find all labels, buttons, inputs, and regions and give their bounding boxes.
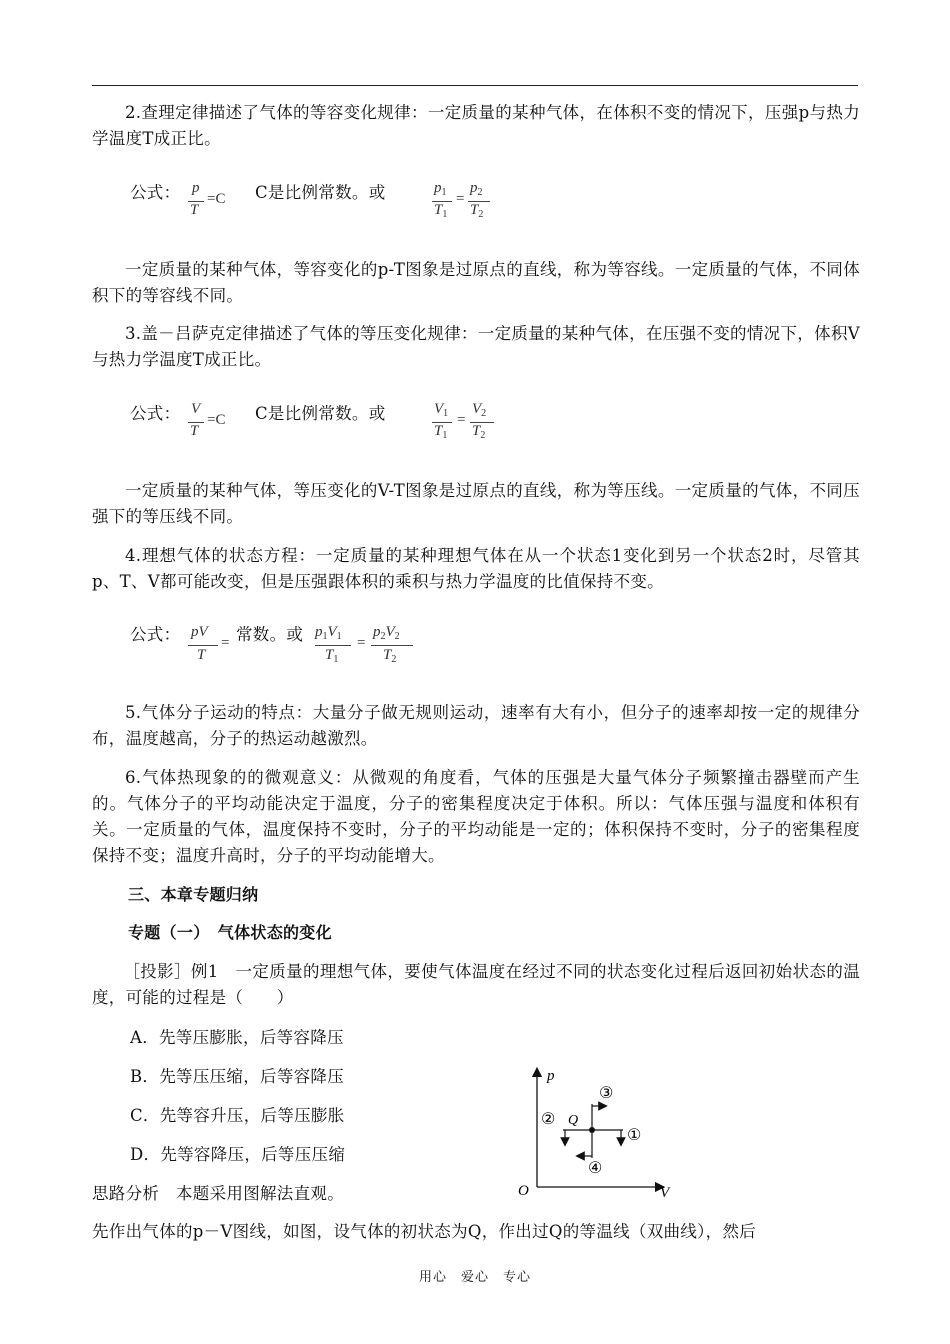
numerator: pV xyxy=(191,624,208,640)
formula-label: 公式： xyxy=(130,625,181,644)
t2-symbol: T xyxy=(470,202,479,218)
marker-3: ③ xyxy=(599,1085,614,1102)
example-question: ［投影］例1 一定质量的理想气体，要使气体温度在经过不同的状态变化过程后返回初始状态的温度，可能的过程是（ ） xyxy=(92,962,860,1007)
option-a: A．先等压膨胀，后等容降压 xyxy=(130,1028,344,1047)
numerator: V xyxy=(191,401,201,417)
paragraph-microscopic-meaning: 6.气体热现象的的微观意义：从微观的角度看，气体的压强是大量气体分子频繁撞击器壁而产生的。气体分子的平均动能决定于温度，分子的密集程度决定于体积。所以：气体压强与温度和体积有关。一定质量的气体，温度保持不变时，分子的平均动能是一定的；体积保持不变时，分子的密集程度保持不变；温度升高时，分子的平均动能增大。 xyxy=(92,768,860,865)
option-c: C．先等容升压，后等压膨胀 xyxy=(130,1106,345,1125)
t1-symbol: T xyxy=(325,647,334,663)
paragraph-gay-lussac-law: 3.盖－吕萨克定律描述了气体的等压变化规律：一定质量的某种气体，在压强不变的情况下，体积V与热力学温度T成正比。 xyxy=(92,324,860,369)
analysis-line: 思路分析 本题采用图解法直观。 xyxy=(92,1184,344,1203)
equals: = xyxy=(221,635,230,651)
v-axis-label: V xyxy=(660,1185,670,1201)
subscript: 1 xyxy=(442,209,448,220)
fraction-bar xyxy=(315,645,351,646)
p2-symbol: p xyxy=(470,180,478,196)
section-heading: 三、本章专题归纳 xyxy=(128,885,259,904)
subscript: 2 xyxy=(394,631,400,642)
subscript: 2 xyxy=(391,654,397,665)
subscript: 1 xyxy=(322,631,328,642)
subscript: 1 xyxy=(336,631,342,642)
subscript: 1 xyxy=(333,654,339,665)
subscript: 2 xyxy=(480,430,486,441)
formula-note: 常数。或 xyxy=(236,625,304,644)
formula-label: 公式： xyxy=(130,404,181,423)
solution-line: 先作出气体的p－V图线，如图，设气体的初状态为Q，作出过Q的等温线（双曲线），然后 xyxy=(92,1222,757,1241)
formula-label: 公式： xyxy=(130,183,181,202)
p-axis-label: p xyxy=(547,1068,555,1084)
formula-v-over-t xyxy=(188,401,248,451)
pv-diagram xyxy=(505,1062,685,1202)
formula-state-equation: $p_1V_1$ $T_1$ = $p_2V_2$ $T_2$ xyxy=(315,624,425,674)
denominator: T xyxy=(197,647,206,663)
subscript: 1 xyxy=(442,430,448,441)
topic-heading: 专题（一） 气体状态的变化 xyxy=(128,923,332,942)
v2-symbol: V xyxy=(472,401,482,417)
formula-ratio-equality: $V_1$ $T_1$ = $V_2$ $T_2$ xyxy=(432,401,502,451)
origin-label: O xyxy=(518,1183,529,1199)
subscript: 2 xyxy=(380,631,386,642)
formula-note: C是比例常数。或 xyxy=(255,183,386,202)
paragraph-charles-law: 2.查理定律描述了气体的等容变化规律：一定质量的某种气体，在体积不变的情况下，压强p与热力学温度T成正比。 xyxy=(92,103,860,148)
formula-p-over-t xyxy=(188,180,248,230)
v1-symbol: V xyxy=(327,624,337,640)
marker-4: ④ xyxy=(588,1160,603,1177)
fraction-bar xyxy=(371,645,413,646)
formula-pv-over-t xyxy=(188,624,238,674)
option-d: D．先等容降压，后等压压缩 xyxy=(130,1145,346,1164)
header-rule xyxy=(92,85,858,86)
marker-1: ① xyxy=(627,1127,642,1144)
point-q-label: Q xyxy=(568,1113,579,1128)
subscript: 1 xyxy=(441,187,447,198)
t2-symbol: T xyxy=(472,423,481,439)
page-footer: 用心 爱心 专心 xyxy=(418,1270,531,1285)
t1-symbol: T xyxy=(434,202,443,218)
v2-symbol: V xyxy=(385,624,395,640)
denominator: T xyxy=(190,202,199,218)
marker-2: ② xyxy=(541,1111,556,1128)
subscript: 2 xyxy=(477,187,483,198)
subscript: 2 xyxy=(481,408,487,419)
formula-ratio-equality: $p_1$ $T_1$ = $p_2$ $T_2$ xyxy=(432,180,502,230)
v1-symbol: V xyxy=(434,401,444,417)
p1-symbol: p xyxy=(315,624,323,640)
paragraph-isobaric: 一定质量的某种气体，等压变化的V-T图象是过原点的直线，称为等压线。一定质量的气体，不同压强下的等压线不同。 xyxy=(92,481,860,526)
paragraph-ideal-gas-equation: 4.理想气体的状态方程：一定质量的某种理想气体在从一个状态1变化到另一个状态2时，尽管其p、T、V都可能改变，但是压强跟体积的乘积与热力学温度的比值保持不变。 xyxy=(92,546,860,591)
p2-symbol: p xyxy=(373,624,381,640)
equals-c: =C xyxy=(207,191,226,207)
p1-symbol: p xyxy=(434,180,442,196)
equals-c: =C xyxy=(207,412,226,428)
fraction-bar xyxy=(188,645,218,646)
paragraph-isochoric: 一定质量的某种气体，等容变化的p-T图象是过原点的直线，称为等容线。一定质量的气体，不同体积下的等容线不同。 xyxy=(92,260,860,305)
t1-symbol: T xyxy=(434,423,443,439)
t2-symbol: T xyxy=(383,647,392,663)
denominator: T xyxy=(190,423,199,439)
subscript: 1 xyxy=(443,408,449,419)
formula-note: C是比例常数。或 xyxy=(255,404,386,423)
numerator: p xyxy=(192,180,200,196)
paragraph-molecular-motion: 5.气体分子运动的特点：大量分子做无规则运动，速率有大有小，但分子的速率却按一定的规律分布，温度越高，分子的热运动越激烈。 xyxy=(92,703,860,748)
subscript: 2 xyxy=(478,209,484,220)
option-b: B．先等压压缩，后等容降压 xyxy=(130,1067,345,1086)
